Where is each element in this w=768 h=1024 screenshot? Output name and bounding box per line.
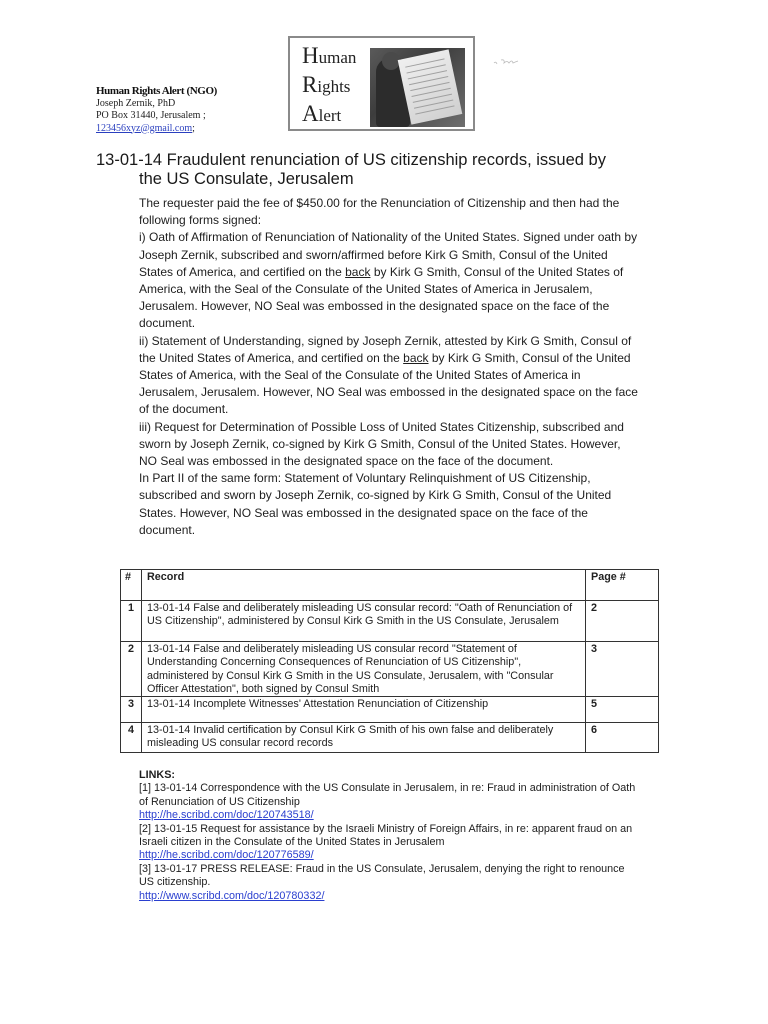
links-heading: LINKS: xyxy=(139,769,175,781)
row-record: 13-01-14 False and deliberately misleading US consular record: "Oath of Renunciation of US Citizenship", administered by Consul Kirk G Smith in the US Consulate, Jerusalem xyxy=(142,601,586,642)
row-page: 2 xyxy=(586,601,659,642)
link-description: [1] 13-01-14 Correspondence with the US Consulate in Jerusalem, in re: Fraud in administration of Oath of Renunciation of US Citizenship xyxy=(139,782,636,808)
underlined-back: back xyxy=(345,264,371,279)
link-item xyxy=(139,823,639,863)
document-body xyxy=(139,195,639,539)
item-3-paragraph: iii) Request for Determination of Possible Loss of United States Citizenship, subscribed and sworn by Joseph Zernik, co-signed by Kirk G Smith, Consul of the United States. However, NO Seal was embossed in the designated space on the face of the document. xyxy=(139,419,624,469)
row-page: 3 xyxy=(586,642,659,697)
link-url[interactable]: http://www.scribd.com/doc/120780332/ xyxy=(139,889,325,902)
org-contact-block xyxy=(96,85,217,135)
link-url[interactable]: http://he.scribd.com/doc/120743518/ xyxy=(139,809,314,822)
item-4-paragraph: In Part II of the same form: Statement of Voluntary Relinquishment of US Citizenship, subscribed and sworn by Joseph Zernik, co-signed by Kirk G Smith, Consul of the United States. However, NO Seal was embossed in the designated space on the face of the document. xyxy=(139,471,612,537)
row-num: 3 xyxy=(121,697,142,723)
records-table xyxy=(120,569,659,753)
link-url[interactable]: http://he.scribd.com/doc/120776589/ xyxy=(139,849,314,862)
contact-name: Joseph Zernik, PhD xyxy=(96,97,176,109)
title-line1: 13-01-14 Fraudulent renunciation of US citizenship records, issued by xyxy=(96,151,606,169)
org-name: Human Rights Alert (NGO) xyxy=(96,85,217,97)
logo-line1: uman xyxy=(318,48,357,67)
logo-text xyxy=(302,42,356,129)
link-description: [2] 13-01-15 Request for assistance by the Israeli Ministry of Foreign Affairs, in re: apparent fraud on an Israeli citizen in the Consulate of the United States in Jerusalem xyxy=(139,822,633,849)
table-row xyxy=(121,723,659,753)
logo-line2: ights xyxy=(317,77,351,96)
row-page: 6 xyxy=(586,723,659,753)
underlined-back: back xyxy=(403,350,429,365)
logo-line3-cap: A xyxy=(302,101,319,126)
title-line2: the US Consulate, Jerusalem xyxy=(139,170,354,188)
logo-line3: lert xyxy=(318,106,342,125)
row-record: 13-01-14 Incomplete Witnesses' Attestation Renunciation of Citizenship xyxy=(142,697,586,723)
row-num: 1 xyxy=(121,601,142,642)
header-num: # xyxy=(121,570,142,601)
link-item xyxy=(139,863,639,903)
links-section xyxy=(139,769,639,903)
intro-paragraph: The requester paid the fee of $450.00 for the Renunciation of Citizenship and then had the following forms signed: xyxy=(139,196,620,228)
header-page: Page # xyxy=(586,570,659,601)
row-record: 13-01-14 Invalid certification by Consul Kirk G Smith of his own false and deliberately misleading US consular record records xyxy=(142,723,586,753)
logo xyxy=(288,36,475,131)
handwritten-mark-icon xyxy=(493,56,521,68)
row-page: 5 xyxy=(586,697,659,723)
item-1-paragraph: i) Oath of Affirmation of Renunciation of Nationality of the United States. Signed under oath by Joseph Zernik, subscribed and sworn/affirmed before Kirk G Smith, Consul of the United States of America, and certified on the back by Kirk G Smith, Consul of the United States of America, with the Seal of the Consulate of the United States of America in Jerusalem, Jerusalem. However, NO Seal was embossed in the designated space on the face of the document. xyxy=(139,230,638,331)
header-record: Record xyxy=(142,570,586,601)
email-suffix: ; xyxy=(192,122,195,134)
row-num: 4 xyxy=(121,723,142,753)
table-header-row xyxy=(121,570,659,601)
row-record: 13-01-14 False and deliberately misleading US consular record "Statement of Understanding Concerning Consequences of Renunciation of US Citizenship", administered by Consul Kirk G Smith in the US Consulate, Jerusalem, with "Consular Officer Attestation", both signed by Consul Smith xyxy=(142,642,586,697)
page-title xyxy=(96,151,656,189)
table-row xyxy=(121,601,659,642)
item-2-paragraph: ii) Statement of Understanding, signed by Joseph Zernik, attested by Kirk G Smith, Consul of the United States of America, and certified on the back by Kirk G Smith, Consul of the United States of America, with the Seal of the Consulate of the United States of America in Jerusalem, Jerusalem. However, NO Seal was embossed in the designated space on the face of the document. xyxy=(139,333,638,417)
table-row xyxy=(121,642,659,697)
address: PO Box 31440, Jerusalem ; xyxy=(96,110,206,121)
link-item xyxy=(139,782,639,822)
photo-person-holding-declaration-icon xyxy=(370,48,465,127)
table-row xyxy=(121,697,659,723)
link-description: [3] 13-01-17 PRESS RELEASE: Fraud in the US Consulate, Jerusalem, denying the right to renounce US citizenship. xyxy=(139,862,625,889)
row-num: 2 xyxy=(121,642,142,697)
logo-line2-cap: R xyxy=(302,72,318,97)
logo-line1-cap: H xyxy=(302,43,319,68)
email-link[interactable]: 123456xyz@gmail.com xyxy=(96,122,193,134)
